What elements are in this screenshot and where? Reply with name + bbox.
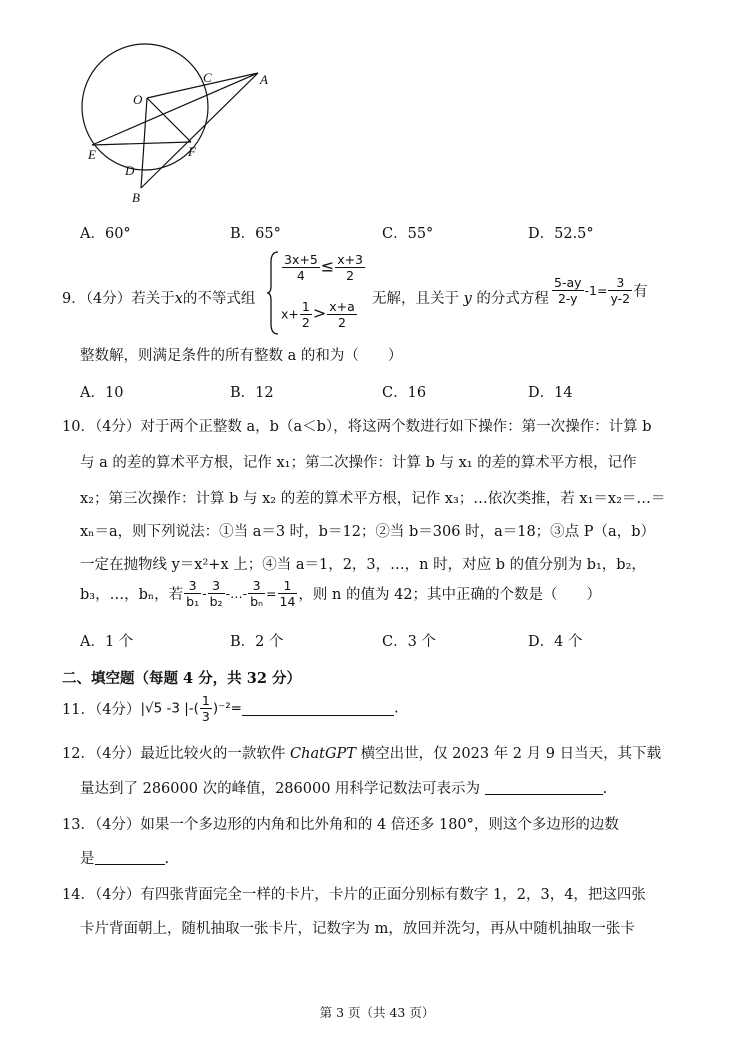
q9-option-a: A．10: [80, 385, 124, 401]
q10-line3: x₂；第三次操作：计算 b 与 x₂ 的差的算术平方根，记作 x₃；…依次类推，若 x₁＝x₂＝…＝: [80, 491, 666, 507]
q8-option-a: A．60°: [80, 226, 131, 242]
q14-line2: 卡片背面朝上，随机抽取一张卡片，记数字为 m，放回并洗匀，再从中随机抽取一张卡: [80, 921, 635, 937]
q9-option-d: D．14: [528, 385, 573, 401]
line-E-F: [92, 142, 191, 145]
circle-figure: [70, 42, 290, 212]
q12-line1: 12．（4分）最近比较火的一款软件 ChatGPT 横空出世，仅 2023 年 2 月 9 日当天，其下载: [62, 746, 662, 762]
line-A-B: [141, 73, 258, 188]
brace-icon: [266, 250, 280, 336]
fraction-equation: $\frac{5-ay}{2-y}$ -1= $\frac{3}{y-2}$ 有: [554, 275, 648, 306]
q10-option-d: D．4 个: [528, 634, 583, 650]
label-C: C: [203, 70, 212, 85]
q10-line4: xₙ＝a，则下列说法：①当 a＝3 时，b＝12；②当 b＝306 时，a＝18；③点 P（a，b）: [80, 524, 655, 540]
inequality-2: x+ $\frac{1}{2}$ > $\frac{x+a}{2}$: [281, 299, 355, 330]
q9-option-c: C．16: [382, 385, 427, 401]
label-O: O: [133, 92, 143, 107]
q12-answer-blank[interactable]: [485, 780, 603, 795]
section-heading: 二、填空题（每题 4 分，共 32 分）: [62, 670, 301, 687]
label-B: B: [132, 190, 140, 205]
q9-line1: 9．（4分）若关于x的不等式组: [62, 291, 256, 307]
q13-line1: 13．（4分）如果一个多边形的内角和比外角和的 4 倍还多 180°，则这个多边形的边数: [62, 817, 619, 833]
q10-line1: 10．（4分）对于两个正整数 a，b（a＜b），将这两个数进行如下操作：第一次操作：计算 b: [62, 419, 652, 435]
label-D: D: [125, 163, 135, 178]
q9-line2: 整数解，则满足条件的所有整数 a 的和为（ ）: [80, 348, 403, 364]
q13-line2: 是 .: [80, 851, 170, 867]
q10-line6: b₃，…，bₙ，若 $\frac{3}{\text{b₁}}$ - $\frac{3}{\text{b₂}}$ -…- $\frac{3}{\text{bₙ}}$ = $\frac{1}{14}$ ，则 n 的值为 42；其中正确的个数是（ ）: [80, 578, 602, 609]
q14-line1: 14．（4分）有四张背面完全一样的卡片，卡片的正面分别标有数字 1，2，3，4，把这四张: [62, 887, 646, 903]
q10-line2: 与 a 的差的算术平方根，记作 x₁；第二次操作：计算 b 与 x₁ 的差的算术平方根，记作: [80, 455, 637, 471]
q13-answer-blank[interactable]: [95, 850, 165, 865]
q8-option-c: C．55°: [382, 226, 434, 242]
q9-option-b: B．12: [230, 385, 274, 401]
line-E-A: [92, 73, 258, 145]
q8-option-b: B．65°: [230, 226, 281, 242]
inequality-1: $\frac{3x+5}{4}$ ≤ $\frac{x+3}{2}$: [284, 252, 364, 283]
label-E: E: [88, 147, 96, 162]
q11-line: 11．（4分）|√5 -3 |-( $\frac{1}{3}$ )⁻²= .: [62, 693, 399, 724]
q8-option-d: D．52.5°: [528, 226, 594, 242]
q10-line5: 一定在抛物线 y＝x²+x 上；④当 a＝1，2，3，…，n 时，对应 b 的值分别为 b₁，b₂，: [80, 557, 646, 573]
q12-line2: 量达到了 286000 次的峰值，286000 用科学记数法可表示为 .: [80, 781, 608, 797]
q10-option-b: B．2 个: [230, 634, 284, 650]
label-F: F: [188, 144, 196, 159]
q10-option-c: C．3 个: [382, 634, 436, 650]
label-A: A: [260, 72, 268, 87]
q10-option-a: A．1 个: [80, 634, 134, 650]
q9-line1-cont: 无解，且关于 y 的分式方程: [372, 291, 549, 307]
q11-answer-blank[interactable]: [242, 701, 394, 716]
page-footer: 第 3 页（共 43 页）: [319, 1005, 435, 1020]
